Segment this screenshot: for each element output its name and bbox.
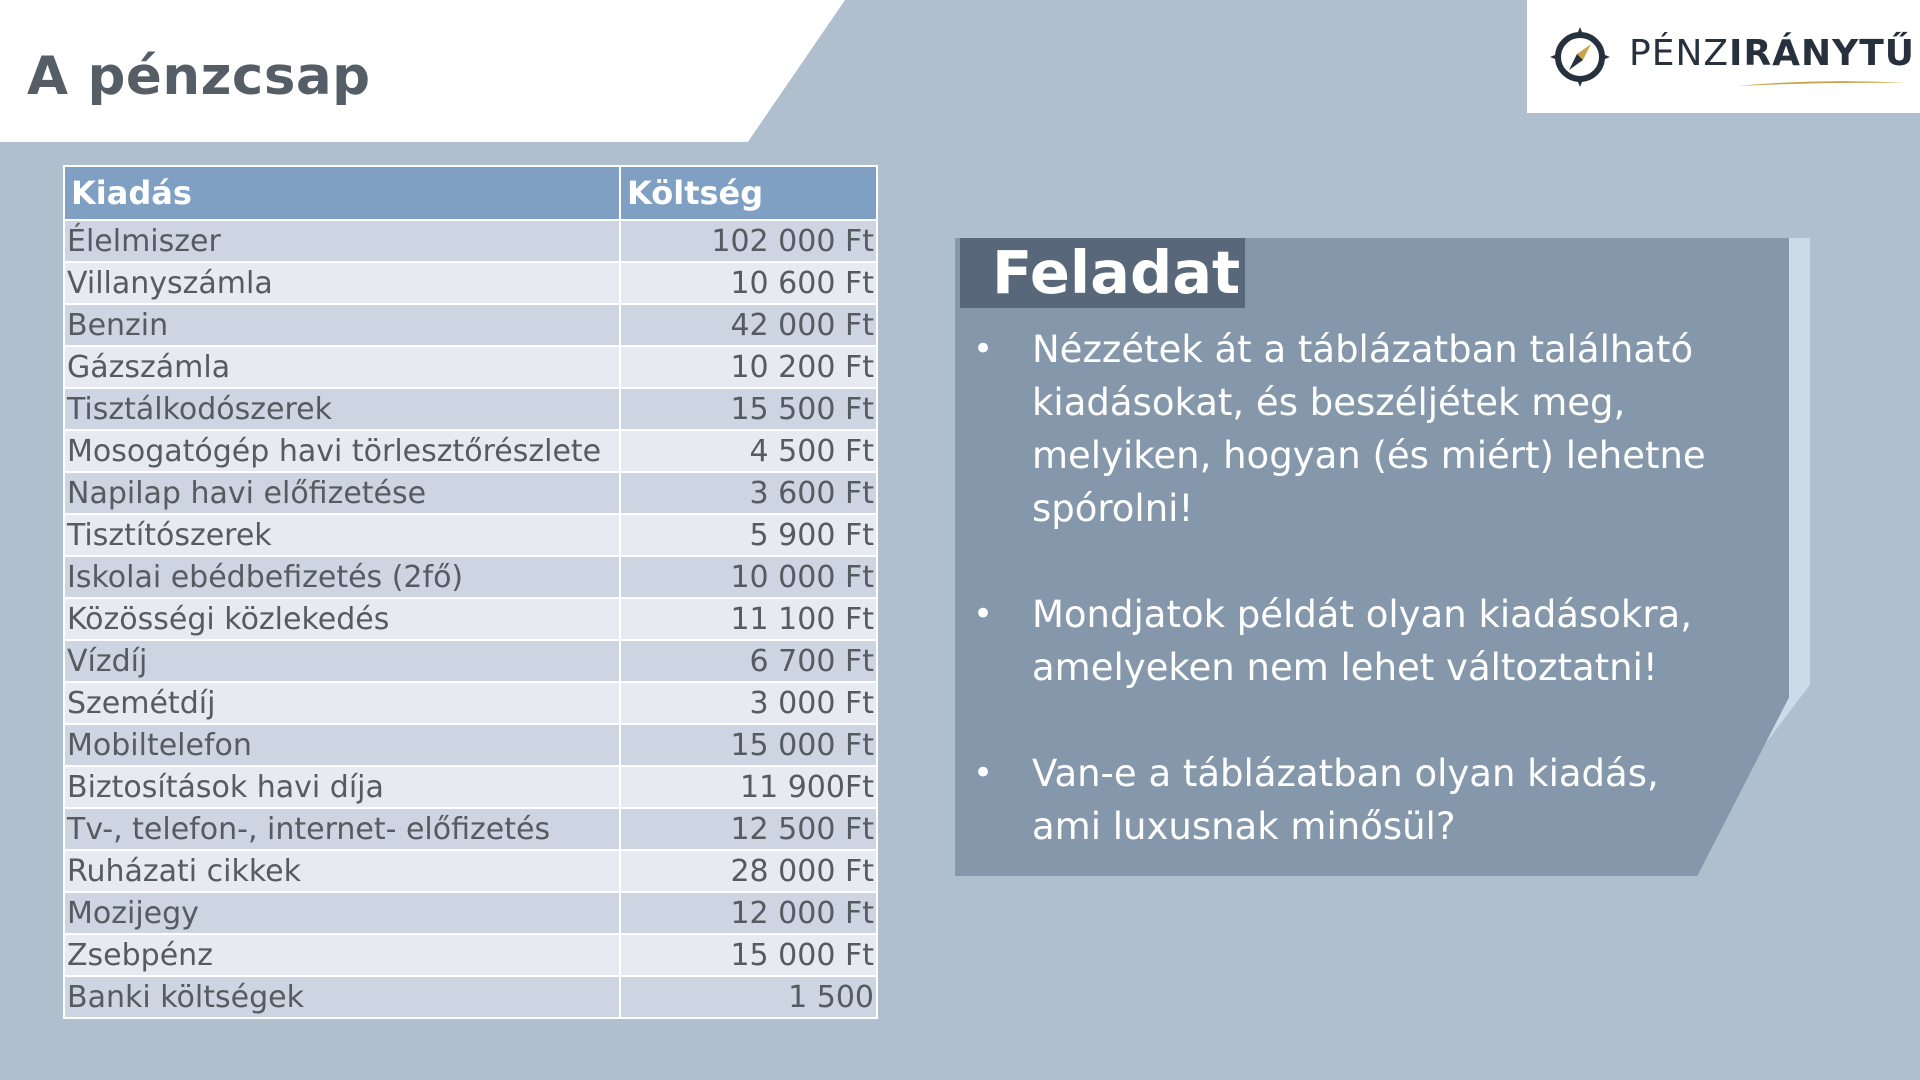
expense-name: Napilap havi előfizetése xyxy=(64,472,620,514)
table-row xyxy=(64,598,877,640)
table-row xyxy=(64,682,877,724)
expense-name: Élelmiszer xyxy=(64,220,620,262)
expense-name: Közösségi közlekedés xyxy=(64,598,620,640)
table-row xyxy=(64,766,877,808)
expense-name: Benzin xyxy=(64,304,620,346)
task-title: Feladat xyxy=(960,238,1245,308)
logo-text xyxy=(1629,33,1915,74)
expense-name: Iskolai ebédbefizetés (2fő) xyxy=(64,556,620,598)
expense-name: Zsebpénz xyxy=(64,934,620,976)
expense-cost: 15 000 Ft xyxy=(620,934,877,976)
task-item-text: Van-e a táblázatban olyan kiadás, ami luxusnak minősül? xyxy=(1032,752,1659,848)
table-row xyxy=(64,934,877,976)
table-row xyxy=(64,262,877,304)
expense-name: Banki költségek xyxy=(64,976,620,1018)
expense-cost: 4 500 Ft xyxy=(620,430,877,472)
expense-cost: 15 000 Ft xyxy=(620,724,877,766)
expense-cost: 1 500 xyxy=(620,976,877,1018)
table-row xyxy=(64,220,877,262)
expense-name: Ruházati cikkek xyxy=(64,850,620,892)
expense-cost: 3 600 Ft xyxy=(620,472,877,514)
table-row xyxy=(64,556,877,598)
logo-text-regular: PÉNZ xyxy=(1629,33,1730,74)
task-item xyxy=(960,323,1720,535)
table-row xyxy=(64,388,877,430)
table-row xyxy=(64,430,877,472)
expense-name: Mobiltelefon xyxy=(64,724,620,766)
table-row xyxy=(64,808,877,850)
expense-name: Gázszámla xyxy=(64,346,620,388)
table-row xyxy=(64,850,877,892)
table-body xyxy=(64,220,877,1018)
expense-name: Tv-, telefon-, internet- előfizetés xyxy=(64,808,620,850)
compass-icon xyxy=(1547,24,1613,90)
expense-cost: 102 000 Ft xyxy=(620,220,877,262)
expense-cost: 3 000 Ft xyxy=(620,682,877,724)
header-cost: Költség xyxy=(620,166,877,220)
table-row xyxy=(64,976,877,1018)
bullet: • xyxy=(973,329,994,369)
expense-cost: 10 000 Ft xyxy=(620,556,877,598)
page-title: A pénzcsap xyxy=(27,46,371,107)
expense-cost: 11 100 Ft xyxy=(620,598,877,640)
table-row xyxy=(64,346,877,388)
task-item-text: Nézzétek át a táblázatban található kiadásokat, és beszéljétek meg, melyiken, hogyan (és miért) lehetne spórolni! xyxy=(1032,328,1706,530)
table-row xyxy=(64,304,877,346)
expense-cost: 12 500 Ft xyxy=(620,808,877,850)
table-row xyxy=(64,724,877,766)
expense-name: Tisztítószerek xyxy=(64,514,620,556)
expense-name: Villanyszámla xyxy=(64,262,620,304)
expense-cost: 10 600 Ft xyxy=(620,262,877,304)
table-row xyxy=(64,472,877,514)
table-header-row xyxy=(64,166,877,220)
bullet: • xyxy=(973,594,994,634)
expense-name: Biztosítások havi díja xyxy=(64,766,620,808)
expense-name: Tisztálkodószerek xyxy=(64,388,620,430)
expense-cost: 11 900Ft xyxy=(620,766,877,808)
expense-cost: 10 200 Ft xyxy=(620,346,877,388)
expense-cost: 12 000 Ft xyxy=(620,892,877,934)
header-expense: Kiadás xyxy=(64,166,620,220)
table-row xyxy=(64,514,877,556)
expense-name: Vízdíj xyxy=(64,640,620,682)
expense-cost: 5 900 Ft xyxy=(620,514,877,556)
expense-cost: 15 500 Ft xyxy=(620,388,877,430)
expense-name: Mozijegy xyxy=(64,892,620,934)
table-row xyxy=(64,640,877,682)
bullet: • xyxy=(973,753,994,793)
expense-name: Mosogatógép havi törlesztőrészlete xyxy=(64,430,620,472)
task-item xyxy=(960,588,1720,694)
expense-name: Szemétdíj xyxy=(64,682,620,724)
expense-cost: 6 700 Ft xyxy=(620,640,877,682)
logo xyxy=(1527,0,1920,113)
logo-text-bold: IRÁNYTŰ xyxy=(1729,33,1916,74)
task-item-text: Mondjatok példát olyan kiadásokra, amelyeken nem lehet változtatni! xyxy=(1032,593,1692,689)
table-row xyxy=(64,892,877,934)
expense-table xyxy=(63,165,878,1019)
logo-swoosh xyxy=(1737,78,1907,88)
task-item xyxy=(960,747,1720,853)
task-list xyxy=(960,323,1720,906)
expense-cost: 42 000 Ft xyxy=(620,304,877,346)
expense-cost: 28 000 Ft xyxy=(620,850,877,892)
